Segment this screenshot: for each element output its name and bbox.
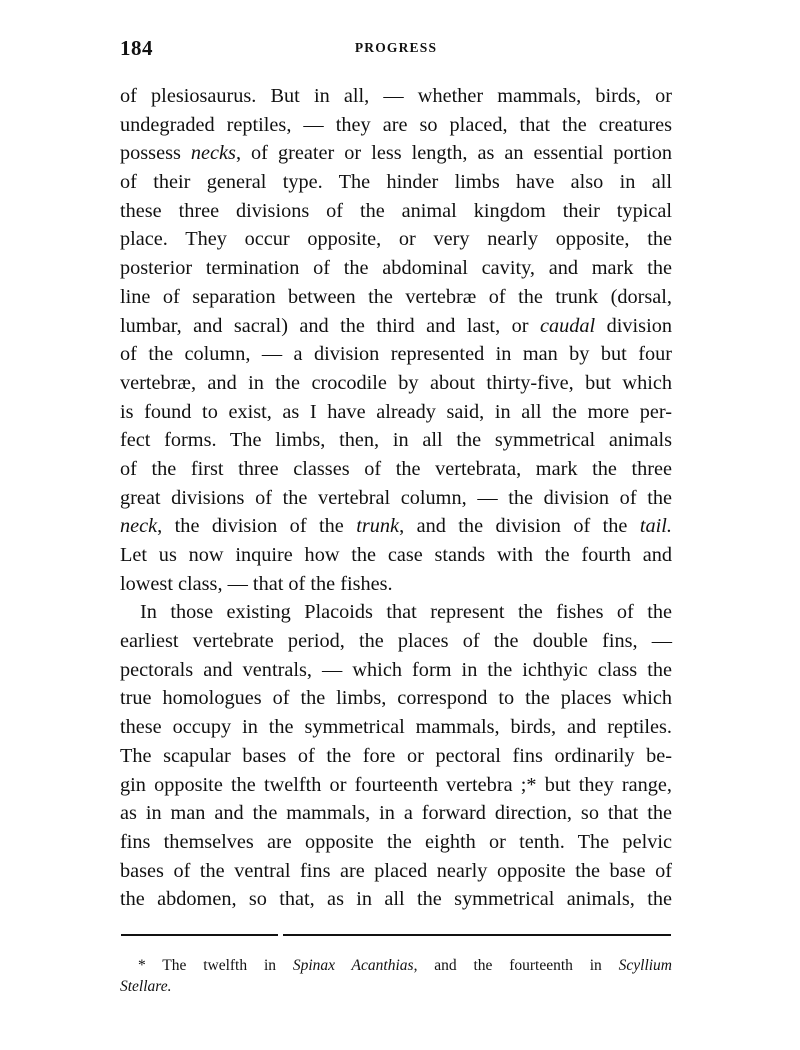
text-segment: lowest class, — that of the fishes. bbox=[120, 572, 393, 595]
italic-text: Scyllium bbox=[618, 957, 672, 974]
text-segment: , of greater or less length, as an essential portion bbox=[235, 142, 672, 165]
text-segment: undegraded reptiles, — they are so placed, that the creatures bbox=[120, 113, 672, 136]
text-line bbox=[120, 197, 672, 226]
text-segment: , and the division of the bbox=[399, 515, 640, 538]
footnote-line bbox=[120, 955, 672, 976]
text-segment: gin opposite the twelfth or fourteenth vertebra ;* but they range, bbox=[120, 773, 672, 796]
text-line bbox=[120, 340, 672, 369]
text-line bbox=[120, 742, 672, 771]
text-segment: possess bbox=[120, 142, 191, 165]
italic-text: necks bbox=[190, 142, 236, 165]
text-segment: vertebræ, and in the crocodile by about thirty-five, but which bbox=[120, 371, 672, 394]
running-title: PROGRESS bbox=[354, 40, 438, 55]
text-segment: is found to exist, as I have already said, in all the more per- bbox=[120, 400, 672, 423]
text-line bbox=[120, 684, 672, 713]
italic-text: neck bbox=[120, 515, 158, 538]
text-line bbox=[120, 369, 672, 398]
italic-text: Stellare. bbox=[120, 978, 172, 995]
separator-rule-right bbox=[283, 934, 671, 936]
text-line bbox=[120, 455, 672, 484]
text-segment: fins themselves are opposite the eighth or tenth. The pelvic bbox=[120, 830, 672, 853]
text-segment: these occupy in the symmetrical mammals, birds, and reptiles. bbox=[120, 716, 672, 739]
text-line bbox=[120, 225, 672, 254]
text-segment: of the first three classes of the vertebrata, mark the three bbox=[120, 457, 672, 480]
italic-text: trunk bbox=[356, 515, 400, 538]
text-line bbox=[120, 570, 672, 599]
italic-text: caudal bbox=[539, 314, 596, 337]
text-segment: The scapular bases of the fore or pectoral fins ordinarily be- bbox=[120, 744, 672, 767]
text-segment: earliest vertebrate period, the places of the double fins, — bbox=[120, 630, 672, 653]
text-segment: line of separation between the vertebræ of the trunk (dorsal, bbox=[120, 285, 672, 308]
footnote-line bbox=[120, 976, 672, 997]
text-segment: fect forms. The limbs, then, in all the symmetrical animals bbox=[120, 429, 672, 452]
text-line bbox=[120, 541, 672, 570]
page-header bbox=[120, 36, 672, 60]
text-line bbox=[120, 885, 672, 914]
text-segment: division bbox=[595, 314, 672, 337]
text-line bbox=[120, 312, 672, 341]
text-segment: true homologues of the limbs, correspond to the places which bbox=[120, 687, 672, 710]
text-segment: * The twelfth in bbox=[138, 957, 293, 974]
text-line bbox=[120, 627, 672, 656]
text-line bbox=[120, 656, 672, 685]
text-line bbox=[120, 283, 672, 312]
text-segment: as in man and the mammals, in a forward direction, so that the bbox=[120, 802, 672, 825]
text-segment: , and the fourteenth in bbox=[413, 957, 619, 974]
text-line bbox=[120, 82, 672, 111]
text-line bbox=[120, 426, 672, 455]
footnote-separator bbox=[121, 934, 671, 937]
text-segment: lumbar, and sacral) and the third and last, or bbox=[120, 314, 540, 337]
text-line bbox=[120, 254, 672, 283]
text-segment: Let us now inquire how the case stands with the fourth and bbox=[120, 544, 672, 566]
text-segment: pectorals and ventrals, — which form in the ichthyic class the bbox=[120, 658, 672, 681]
text-line bbox=[120, 857, 672, 886]
text-line bbox=[120, 771, 672, 800]
text-segment: great divisions of the vertebral column, — the division of the bbox=[120, 486, 672, 509]
body-text bbox=[120, 82, 672, 914]
text-line bbox=[120, 512, 672, 541]
text-segment: the abdomen, so that, as in all the symmetrical animals, the bbox=[120, 888, 672, 911]
text-segment: posterior termination of the abdominal cavity, and mark the bbox=[120, 257, 672, 280]
page-number: 184 bbox=[120, 36, 153, 60]
text-segment: of plesiosaurus. But in all, — whether mammals, birds, or bbox=[120, 85, 672, 107]
text-segment: In those existing Placoids that represent the fishes of the bbox=[140, 601, 672, 624]
text-segment: of the column, — a division represented in man by but four bbox=[120, 343, 672, 366]
text-line bbox=[120, 139, 672, 168]
text-line bbox=[120, 111, 672, 140]
text-line bbox=[120, 799, 672, 828]
text-segment: of their general type. The hinder limbs have also in all bbox=[120, 171, 672, 194]
text-line bbox=[120, 598, 672, 627]
footnote bbox=[120, 955, 672, 997]
separator-rule-left bbox=[121, 934, 278, 936]
text-line bbox=[120, 168, 672, 197]
text-segment: these three divisions of the animal kingdom their typical bbox=[120, 199, 672, 222]
italic-text: tail. bbox=[639, 515, 672, 538]
italic-text: Spinax Acanthias bbox=[292, 957, 414, 974]
text-line bbox=[120, 828, 672, 857]
text-line bbox=[120, 398, 672, 427]
text-segment: bases of the ventral fins are placed nearly opposite the base of bbox=[120, 859, 672, 882]
text-line bbox=[120, 484, 672, 513]
text-segment: place. They occur opposite, or very nearly opposite, the bbox=[120, 228, 672, 251]
text-segment: , the division of the bbox=[157, 515, 357, 538]
text-line bbox=[120, 713, 672, 742]
